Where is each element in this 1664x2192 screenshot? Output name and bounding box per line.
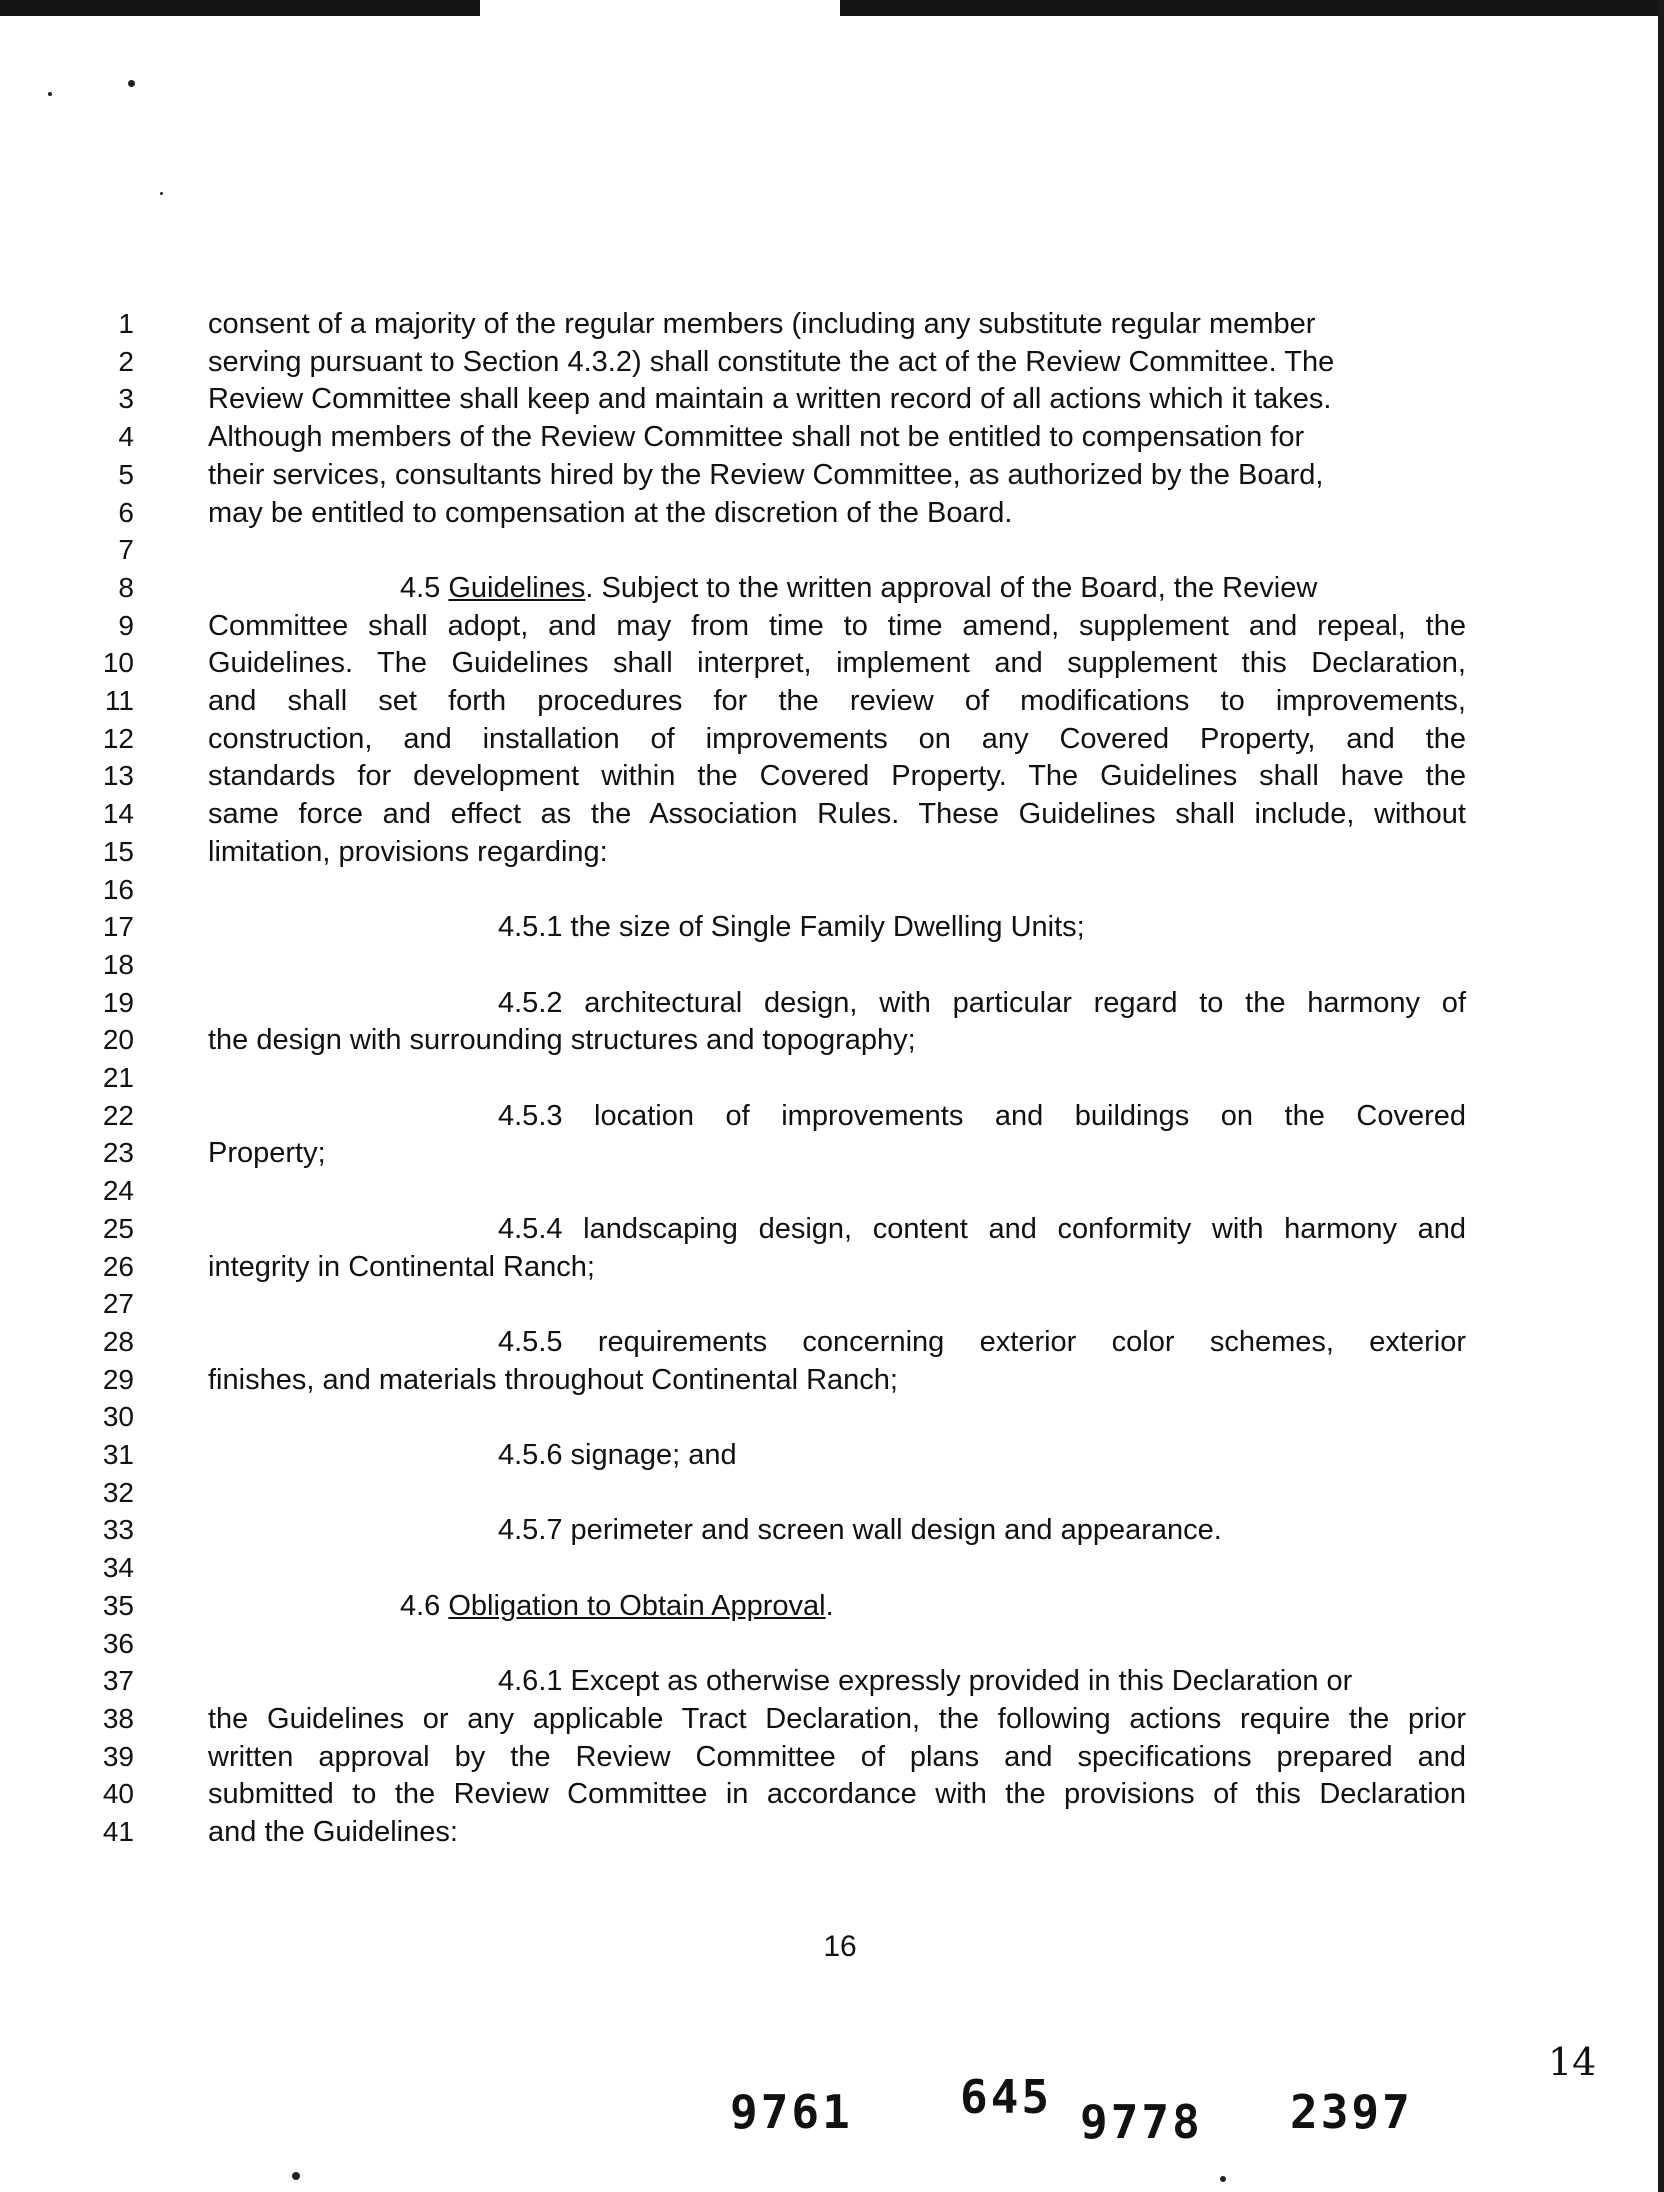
text-segment: same force and effect as the Association Rules. These Guidelines shall include, without — [208, 798, 1466, 831]
line-number: 29 — [102, 1363, 134, 1395]
line-number: 7 — [118, 534, 134, 566]
stamp-number-3: 9778 — [1080, 2095, 1203, 2149]
line-text — [208, 1021, 1466, 1059]
page-number: 16 — [823, 1930, 857, 1963]
scan-speck — [160, 192, 163, 195]
line-number: 17 — [102, 911, 134, 943]
section-heading: Guidelines — [448, 571, 586, 604]
line-number: 15 — [102, 835, 134, 867]
line-number: 9 — [118, 609, 134, 641]
document-line — [0, 1662, 1664, 1700]
text-segment: their services, consultants hired by the Review Committee, as authorized by the Board, — [208, 458, 1324, 491]
line-number: 36 — [102, 1627, 134, 1659]
document-line — [0, 531, 1664, 569]
document-line — [0, 871, 1664, 909]
scan-speck — [292, 2172, 300, 2180]
line-text — [498, 1511, 1466, 1549]
line-text — [208, 720, 1466, 758]
line-text — [208, 833, 1466, 871]
line-text — [208, 1738, 1466, 1776]
document-line — [0, 1625, 1664, 1663]
line-text — [208, 1700, 1466, 1738]
document-line — [0, 1059, 1664, 1097]
text-segment: written approval by the Review Committee of plans and specifications prepared and — [208, 1740, 1466, 1773]
document-line — [0, 795, 1664, 833]
line-number: 40 — [102, 1778, 134, 1810]
line-text — [208, 456, 1466, 494]
line-text — [208, 607, 1466, 645]
document-line — [0, 1549, 1664, 1587]
document-line — [0, 456, 1664, 494]
text-segment: 4.5.3 location of improvements and buildings on the Covered — [498, 1099, 1466, 1132]
scan-speck — [1220, 2176, 1226, 2182]
text-segment: 4.5.4 landscaping design, content and conformity with harmony and — [498, 1212, 1466, 1245]
line-number: 8 — [118, 571, 134, 603]
line-text — [208, 757, 1466, 795]
line-number: 38 — [102, 1702, 134, 1734]
line-number: 25 — [102, 1212, 134, 1244]
line-number: 4 — [118, 421, 134, 453]
line-text — [208, 305, 1466, 343]
text-segment: limitation, provisions regarding: — [208, 835, 608, 868]
text-segment: 4.6.1 Except as otherwise expressly provided in this Declaration or — [498, 1665, 1353, 1698]
text-segment: 4.5.6 signage; and — [498, 1439, 737, 1471]
document-line — [0, 569, 1664, 607]
line-number: 30 — [102, 1401, 134, 1433]
document-line — [0, 1097, 1664, 1135]
document-line — [0, 1134, 1664, 1172]
scan-top-border-gap — [480, 0, 840, 16]
line-number: 16 — [102, 873, 134, 905]
line-text — [208, 644, 1466, 682]
document-line — [0, 1210, 1664, 1248]
document-line — [0, 1474, 1664, 1512]
line-text — [498, 1436, 1466, 1474]
line-text — [208, 1775, 1466, 1813]
line-number: 1 — [118, 308, 134, 339]
line-text — [208, 1248, 1466, 1286]
line-number: 20 — [102, 1024, 134, 1056]
line-text — [498, 1097, 1466, 1135]
stamp-number-4: 2397 — [1290, 2085, 1413, 2139]
line-number: 2 — [118, 345, 134, 377]
line-number: 23 — [102, 1137, 134, 1169]
text-segment: submitted to the Review Committee in accordance with the provisions of this Declaration — [208, 1778, 1466, 1811]
stamp-number-2: 645 — [960, 2070, 1053, 2124]
text-segment: 4.6 — [400, 1589, 449, 1622]
line-text — [208, 380, 1466, 418]
document-line — [0, 418, 1664, 456]
document-line — [0, 682, 1664, 720]
line-text — [498, 1323, 1466, 1361]
document-line — [0, 1775, 1664, 1813]
document-line — [0, 305, 1664, 343]
text-segment: . — [825, 1589, 834, 1622]
line-number: 14 — [102, 798, 134, 830]
line-number: 6 — [118, 496, 134, 528]
line-text — [208, 418, 1466, 456]
section-heading: Obligation to Obtain Approval — [448, 1589, 826, 1622]
line-number: 31 — [102, 1439, 134, 1470]
document-line — [0, 343, 1664, 381]
document-line — [0, 1172, 1664, 1210]
line-number: 33 — [102, 1514, 134, 1546]
line-number: 10 — [102, 647, 134, 679]
line-text — [400, 1587, 1466, 1625]
line-number: 5 — [118, 458, 134, 490]
document-line — [0, 380, 1664, 418]
line-text — [208, 494, 1466, 532]
line-number: 41 — [102, 1816, 134, 1847]
line-text — [498, 908, 1466, 946]
document-line — [0, 1813, 1664, 1851]
text-segment: finishes, and materials throughout Continental Ranch; — [208, 1363, 898, 1396]
line-text — [208, 1134, 1466, 1172]
stamp-number-1: 9761 — [730, 2085, 853, 2139]
scan-speck — [48, 92, 52, 96]
line-text — [498, 1210, 1466, 1248]
line-number: 3 — [118, 383, 134, 415]
line-number: 26 — [102, 1250, 134, 1282]
document-line — [0, 1700, 1664, 1738]
line-number: 22 — [102, 1099, 134, 1131]
line-text — [498, 1662, 1466, 1700]
document-line — [0, 1436, 1664, 1474]
text-segment: and the Guidelines: — [208, 1816, 458, 1848]
document-line — [0, 833, 1664, 871]
line-number: 13 — [102, 760, 134, 792]
document-line — [0, 1398, 1664, 1436]
document-line — [0, 494, 1664, 532]
corner-handwritten-mark: 14 — [1548, 2040, 1597, 2084]
line-number: 27 — [102, 1288, 134, 1320]
text-segment: 4.5.1 the size of Single Family Dwelling Units; — [498, 911, 1085, 944]
document-line — [0, 1361, 1664, 1399]
text-segment: 4.5 — [400, 571, 449, 604]
text-segment: Committee shall adopt, and may from time to time amend, supplement and repeal, the — [208, 609, 1466, 642]
document-line — [0, 984, 1664, 1022]
document-line — [0, 720, 1664, 758]
text-segment: 4.5.2 architectural design, with particular regard to the harmony of — [498, 986, 1466, 1019]
line-number: 39 — [102, 1740, 134, 1772]
document-line — [0, 1285, 1664, 1323]
text-segment: the Guidelines or any applicable Tract Declaration, the following actions require the prior — [208, 1702, 1466, 1735]
document-line — [0, 644, 1664, 682]
line-text — [208, 343, 1466, 381]
line-number: 35 — [102, 1589, 134, 1621]
document-line — [0, 1021, 1664, 1059]
line-text — [498, 984, 1466, 1022]
line-text — [208, 795, 1466, 833]
text-segment: consent of a majority of the regular members (including any substitute regular member — [208, 308, 1316, 340]
line-number: 11 — [104, 685, 134, 716]
line-number: 32 — [102, 1476, 134, 1508]
text-segment: Property; — [208, 1137, 326, 1170]
line-number: 34 — [102, 1552, 134, 1584]
text-segment: and shall set forth procedures for the review of modifications to improvements, — [208, 685, 1466, 717]
text-segment: . Subject to the written approval of the Board, the Review — [585, 571, 1318, 604]
scan-speck — [128, 80, 135, 87]
line-number: 28 — [102, 1325, 134, 1357]
text-segment: integrity in Continental Ranch; — [208, 1250, 595, 1283]
text-segment: Guidelines. The Guidelines shall interpret, implement and supplement this Declaration, — [208, 647, 1466, 680]
document-line — [0, 908, 1664, 946]
document-line — [0, 1511, 1664, 1549]
text-segment: 4.5.7 perimeter and screen wall design and appearance. — [498, 1514, 1222, 1547]
text-segment: 4.5.5 requirements concerning exterior color schemes, exterior — [498, 1325, 1466, 1358]
text-segment: Although members of the Review Committee shall not be entitled to compensation for — [208, 421, 1305, 454]
line-number: 18 — [102, 948, 134, 980]
line-number: 12 — [102, 722, 134, 754]
document-line — [0, 946, 1664, 984]
text-segment: construction, and installation of improvements on any Covered Property, and the — [208, 722, 1466, 755]
line-number: 19 — [102, 986, 134, 1018]
document-line — [0, 1248, 1664, 1286]
document-line — [0, 757, 1664, 795]
text-segment: serving pursuant to Section 4.3.2) shall constitute the act of the Review Committee. The — [208, 345, 1335, 378]
line-text — [400, 569, 1466, 607]
line-number: 21 — [102, 1062, 134, 1093]
line-text — [208, 1813, 1466, 1851]
line-text — [208, 1361, 1466, 1399]
text-segment: standards for development within the Covered Property. The Guidelines shall have the — [208, 760, 1466, 793]
text-segment: may be entitled to compensation at the discretion of the Board. — [208, 496, 1013, 529]
line-number: 24 — [102, 1175, 134, 1207]
document-line — [0, 1587, 1664, 1625]
text-segment: the design with surrounding structures and topography; — [208, 1024, 916, 1057]
document-line — [0, 1738, 1664, 1776]
line-number: 37 — [102, 1665, 134, 1697]
document-line — [0, 607, 1664, 645]
line-text — [208, 682, 1466, 720]
text-segment: Review Committee shall keep and maintain a written record of all actions which it takes. — [208, 383, 1332, 416]
document-line — [0, 1323, 1664, 1361]
